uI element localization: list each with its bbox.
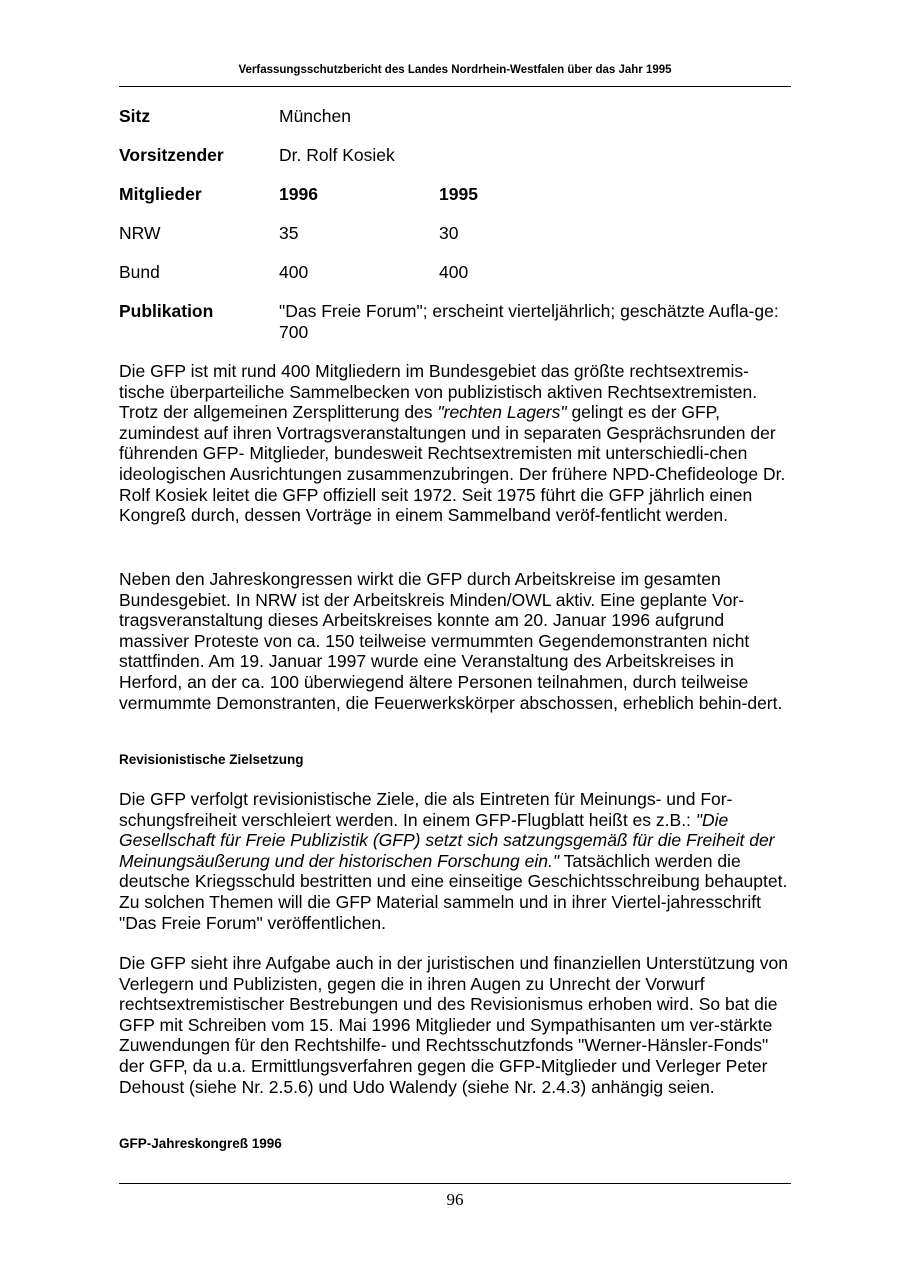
sitz-label: Sitz <box>119 106 151 126</box>
organization-info <box>119 106 791 345</box>
paragraph-gfp-overview-text-a: Die GFP ist mit rund 400 Mitgliedern im Bundesgebiet das größte rechtsextremis-tische überparteiliche Sammelbecken von publizistisch aktiven Rechtsextremisten. <box>119 361 758 402</box>
header-rule <box>119 86 791 87</box>
year-1996-header: 1996 <box>279 184 318 204</box>
vorsitzender-label: Vorsitzender <box>119 145 224 165</box>
year-1995-header: 1995 <box>439 184 478 204</box>
mitglieder-label: Mitglieder <box>119 184 202 204</box>
flugblatt-quote: "Die Gesellschaft für Freie Publizistik (GFP) setzt sich satzungsgemäß für die Freiheit der Meinungsäußerung und der historischen Forschung ein." <box>119 809 775 871</box>
bund-1996-value: 400 <box>279 262 309 282</box>
info-row-bund <box>119 262 791 301</box>
info-row-mitglieder <box>119 184 791 223</box>
page-number: 96 <box>446 1190 464 1209</box>
sitz-value: München <box>279 106 351 126</box>
paragraph-unterstuetzung: Die GFP sieht ihre Aufgabe auch in der juristischen und finanziellen Unterstützung von Verlegern und Publizisten, gegen die in ihren Augen zu Unrecht der Vorwurf rechtsextremistischer Bestrebungen und des Revisionismus erhoben wird. So bat die GFP mit Schreiben vom 15. Mai 1996 Mitglieder und Sympathisanten um ver-stärkte Zuwendungen für den Rechtshilfe- und Rechtsschutzfonds "Werner-Hänsler-Fonds" der GFP, da u.a. Ermittlungsverfahren gegen die GFP-Mitglieder und Verleger Peter Dehoust (siehe Nr. 2.5.6) und Udo Walendy (siehe Nr. 2.4.3) anhängig seien. <box>119 953 788 1097</box>
info-row-publikation <box>119 301 791 345</box>
publikation-label: Publikation <box>119 301 214 321</box>
paragraph-gfp-overview-text-b: Trotz der allgemeinen Zersplitterung des <box>119 402 438 423</box>
nrw-1996-value: 35 <box>279 223 299 243</box>
nrw-label: NRW <box>119 223 161 243</box>
info-row-vorsitzender <box>119 145 791 184</box>
publikation-value: "Das Freie Forum"; erscheint vierteljährlich; geschätzte Aufla-ge: 700 <box>279 301 779 342</box>
paragraph-gfp-overview <box>119 361 791 526</box>
paragraph-arbeitskreise: Neben den Jahreskongressen wirkt die GFP durch Arbeitskreise im gesamten Bundesgebiet. In NRW ist der Arbeitskreis Minden/OWL aktiv. Eine geplante Vor-tragsveranstaltung dieses Arbeitskreises konnte am 20. Januar 1996 aufgrund massiver Proteste von ca. 150 teilweise vermummten Gegendemonstranten nicht stattfinden. Am 19. Januar 1997 wurde eine Veranstaltung des Arbeitskreises in Herford, an der ca. 100 überwiegend ältere Personen teilnahmen, durch teilweise vermummte Demonstranten, die Feuerwerkskörper abschossen, erheblich behin-dert. <box>119 569 783 713</box>
running-header: Verfassungsschutzbericht des Landes Nordrhein-Westfalen über das Jahr 1995 <box>238 64 672 76</box>
bund-1995-value: 400 <box>439 262 469 282</box>
nrw-1995-value: 30 <box>439 223 459 243</box>
info-row-sitz <box>119 106 791 145</box>
paragraph-gfp-overview-text-c: gelingt es der GFP, zumindest auf ihren Vortragsveranstaltungen und in separaten Gesprächsrunden der führenden GFP- Mitglieder, bundesweit Rechtsextremisten mit unterschiedli-chen ideologischen Ausrichtungen zusammenzubringen. Der frühere NPD-Chefideologe Dr. Rolf Kosiek leitet die GFP offiziell seit 1972. Seit 1975 führt die GFP jährlich einen Kongreß durch, dessen Vorträge in einem Sammelband veröf-fentlicht werden. <box>119 402 786 526</box>
footer-rule <box>119 1183 791 1184</box>
rechten-lagers-quote: "rechten Lagers" <box>437 402 567 423</box>
subheading-jahreskongress: GFP-Jahreskongreß 1996 <box>119 1136 282 1151</box>
info-row-nrw <box>119 223 791 262</box>
subheading-revisionistische-zielsetzung: Revisionistische Zielsetzung <box>119 752 304 767</box>
paragraph-revisionismus-text-a: Die GFP verfolgt revisionistische Ziele, die als Eintreten für Meinungs- und For-schungsfreiheit verschleiert werden. In einem GFP-Flugblatt heißt es z.B.: <box>119 789 733 830</box>
vorsitzender-value: Dr. Rolf Kosiek <box>279 145 395 165</box>
paragraph-revisionismus <box>119 789 791 933</box>
paragraph-revisionismus-text-b: Tatsächlich werden die deutsche Kriegsschuld bestritten und eine einseitige Geschichtsschreibung behauptet. Zu solchen Themen will die GFP Material sammeln und in ihrer Viertel-jahresschrift "Das Freie Forum" veröffentlichen. <box>119 850 788 933</box>
bund-label: Bund <box>119 262 160 282</box>
